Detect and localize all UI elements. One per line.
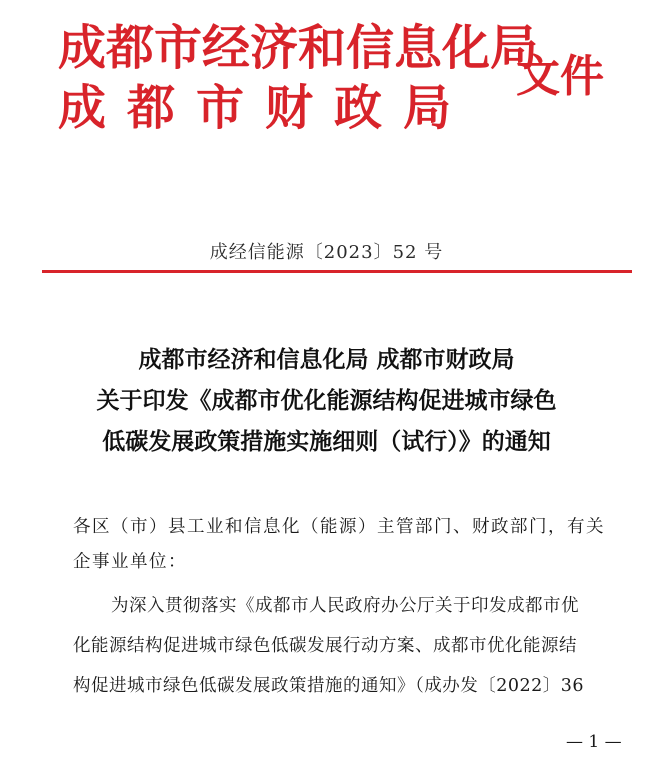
document-type-label: 文件 (516, 51, 604, 102)
issuer-name-finance-bureau: 成都市财政局 (58, 80, 473, 136)
issuer-name-economy-bureau: 成都市经济和信息化局 (58, 20, 539, 76)
title-line-2: 关于印发《成都市优化能源结构促进城市绿色 (96, 388, 557, 414)
addressee-line-2: 企事业单位： (73, 552, 187, 572)
body-line-1: 为深入贯彻落实《成都市人民政府办公厅关于印发成都市优 (111, 596, 579, 616)
body-paragraph (73, 586, 633, 706)
addressee-line-1: 各区（市）县工业和信息化（能源）主管部门、财政部门，有关 (73, 517, 605, 537)
title-line-3: 低碳发展政策措施实施细则（试行）》的通知 (102, 429, 551, 455)
notice-title (0, 340, 653, 463)
addressee-block (73, 510, 633, 580)
body-line-2: 化能源结构促进城市绿色低碳发展行动方案、成都市优化能源结 (73, 636, 577, 656)
page-number: — 1 — (566, 732, 622, 752)
document-issuers-header (58, 18, 538, 138)
body-line-3: 构促进城市绿色低碳发展政策措施的通知》（成办发〔2022〕36 (73, 676, 585, 696)
red-divider-line (42, 270, 632, 273)
document-number: 成经信能源〔2023〕52 号 (209, 242, 444, 263)
title-line-1: 成都市经济和信息化局 成都市财政局 (138, 347, 515, 373)
